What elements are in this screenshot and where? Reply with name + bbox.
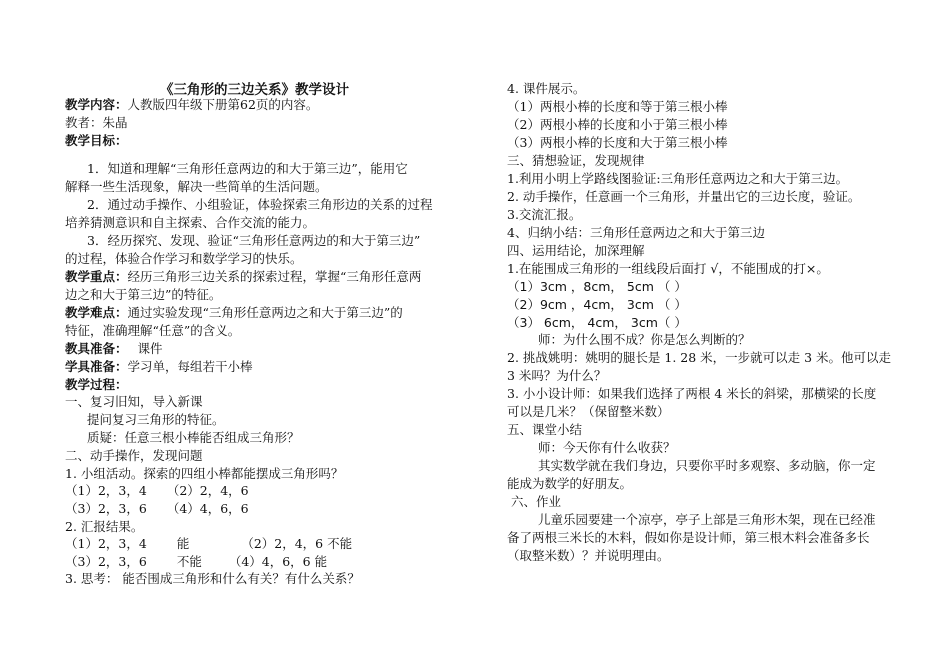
homework-line-2: 备了两根三米长的木料，假如你是设计师，第三根木料会准备多长 [507, 530, 870, 545]
result-1-group: （1）2，3，4 [65, 536, 147, 551]
goal-1-line-1: 1．知道和理解“三角形任意两边的和大于第三边”，能用它 [87, 161, 408, 176]
designer-question-line-2: 可以是几米？（保留整米数） [507, 404, 670, 419]
stick-group-3: （3）2，3，6 [65, 501, 147, 516]
teaching-process-heading: 教学过程： [65, 377, 128, 392]
teacher-line: 教者：朱晶 [65, 115, 128, 130]
result-2: （2）2，4，6 不能 [241, 536, 353, 551]
section-one-heading: 一、复习旧知，导入新课 [65, 394, 203, 409]
goal-2-line-2: 培养猜测意识和自主探索、合作交流的能力。 [65, 215, 316, 230]
key-point-line-2: 边之和大于第三边”的特征。 [65, 287, 222, 302]
difficulty-line-2: 特征，准确理解“任意”的含义。 [65, 323, 241, 338]
section-two-heading: 二、动手操作，发现问题 [65, 448, 203, 463]
difficulty-line-1 [65, 304, 403, 322]
stick-group-4: （4）4，6，6 [166, 501, 249, 516]
section-four-heading: 四、运用结论，加深理解 [507, 243, 645, 258]
difficulty-text: 通过实验发现“三角形任意两边之和大于第三边”的 [127, 305, 403, 320]
teaching-aids-line [65, 340, 163, 358]
teacher-question: 师：为什么围不成？你是怎么判断的？ [538, 332, 751, 347]
exercise-1-item-1: （1）3cm ，8cm， 5cm （ ） [507, 279, 687, 294]
courseware-display: 4. 课件展示。 [507, 81, 586, 96]
result-1-verdict: 能 [176, 536, 190, 551]
designer-question-line-1: 3. 小小设计师：如果我们选择了两根 4 米长的斜梁，那横梁的长度 [507, 386, 877, 401]
teaching-goals-heading: 教学目标： [65, 133, 128, 148]
report-heading: 2. 汇报结果。 [65, 519, 144, 534]
goal-3-line-2: 的过程，体验合作学习和数学学习的快乐。 [65, 251, 303, 266]
goal-3-line-1: 3．经历探究、发现、验证“三角形任意两边的和大于第三边” [87, 233, 421, 248]
teaching-aids-label: 教具准备： [65, 341, 128, 356]
section-six-heading: 六、作业 [511, 494, 562, 509]
closing-remark-line-2: 能成为数学的好朋友。 [507, 476, 633, 491]
key-point-line-1 [65, 268, 421, 286]
summary-conclusion: 4、归纳小结：三角形任意两边之和大于第三边 [507, 225, 765, 240]
document-title: 《三角形的三边关系》教学设计 [160, 82, 349, 98]
stick-group-2: （2）2，4，6 [166, 483, 249, 498]
review-question: 提问复习三角形的特征。 [87, 412, 225, 427]
stick-group-1: （1）2，3，4 [65, 483, 147, 498]
case-less: （2）两根小棒的长度和小于第三根小棒 [507, 117, 728, 132]
case-equal: （1）两根小棒的长度和等于第三根小棒 [507, 99, 728, 114]
teacher-harvest-question: 师：今天你有什么收获？ [538, 440, 676, 455]
section-five-heading: 五、课堂小结 [507, 422, 583, 437]
result-3-group: （3）2，3，6 [65, 554, 147, 569]
learning-aids-line [65, 358, 253, 376]
difficulty-label: 教学难点： [65, 305, 128, 320]
homework-line-1: 儿童乐园要建一个凉亭，亭子上部是三角形木架，现在已经准 [538, 512, 876, 527]
verify-draw: 2. 动手操作，任意画一个三角形，并量出它的三边长度，验证。 [507, 189, 861, 204]
challenge-yao-ming-line-1: 2. 挑战姚明：姚明的腿长是 1. 28 米，一步就可以走 3 米。他可以走 [507, 350, 892, 365]
verify-route: 1.利用小明上学路线图验证:三角形任意两边之和大于第三边。 [507, 171, 849, 186]
goal-1-line-2: 解释一些生活现象，解决一些简单的生活问题。 [65, 179, 328, 194]
key-point-label: 教学重点： [65, 269, 128, 284]
goal-2-line-1: 2．通过动手操作、小组验证，体验探索三角形边的关系的过程 [87, 197, 433, 212]
section-three-heading: 三、猜想验证，发现规律 [507, 153, 645, 168]
homework-line-3: （取整米数）？并说明理由。 [507, 548, 670, 563]
teaching-aids-text: 课件 [137, 341, 163, 356]
exercise-1-item-2: （2）9cm ，4cm， 3cm （ ） [507, 297, 687, 312]
think-question: 3. 思考： 能否围成三角形和什么有关？有什么关系？ [65, 571, 360, 586]
teaching-content-line [65, 96, 318, 114]
teaching-content-label: 教学内容： [65, 97, 128, 112]
stick-groups-row-2 [65, 500, 249, 518]
stick-groups-row-1 [65, 482, 249, 500]
exchange-report: 3.交流汇报。 [507, 207, 582, 222]
result-row-2 [65, 553, 327, 571]
doubt-question: 质疑：任意三根小棒能否组成三角形？ [87, 430, 300, 445]
challenge-yao-ming-line-2: 3 米吗？为什么？ [507, 368, 607, 383]
case-greater: （3）两根小棒的长度和大于第三根小棒 [507, 135, 728, 150]
learning-aids-text: 学习单，每组若干小棒 [127, 359, 253, 374]
learning-aids-label: 学具准备： [65, 359, 128, 374]
closing-remark-line-1: 其实数学就在我们身边，只要你平时多观察、多动脑，你一定 [538, 458, 876, 473]
result-row-1 [65, 535, 352, 553]
exercise-1-instruction: 1.在能围成三角形的一组线段后面打 √，不能围成的打×。 [507, 261, 829, 276]
group-activity-line: 1. 小组活动。探索的四组小棒都能摆成三角形吗？ [65, 466, 344, 481]
exercise-1-item-3: （3） 6cm， 4cm， 3cm（ ） [507, 315, 687, 330]
result-3-verdict: 不能 [176, 554, 202, 569]
key-point-text: 经历三角形三边关系的探索过程，掌握“三角形任意两 [127, 269, 422, 284]
result-4: （4）4，6，6 能 [228, 554, 328, 569]
teaching-content-text: 人教版四年级下册第62页的内容。 [127, 97, 319, 112]
